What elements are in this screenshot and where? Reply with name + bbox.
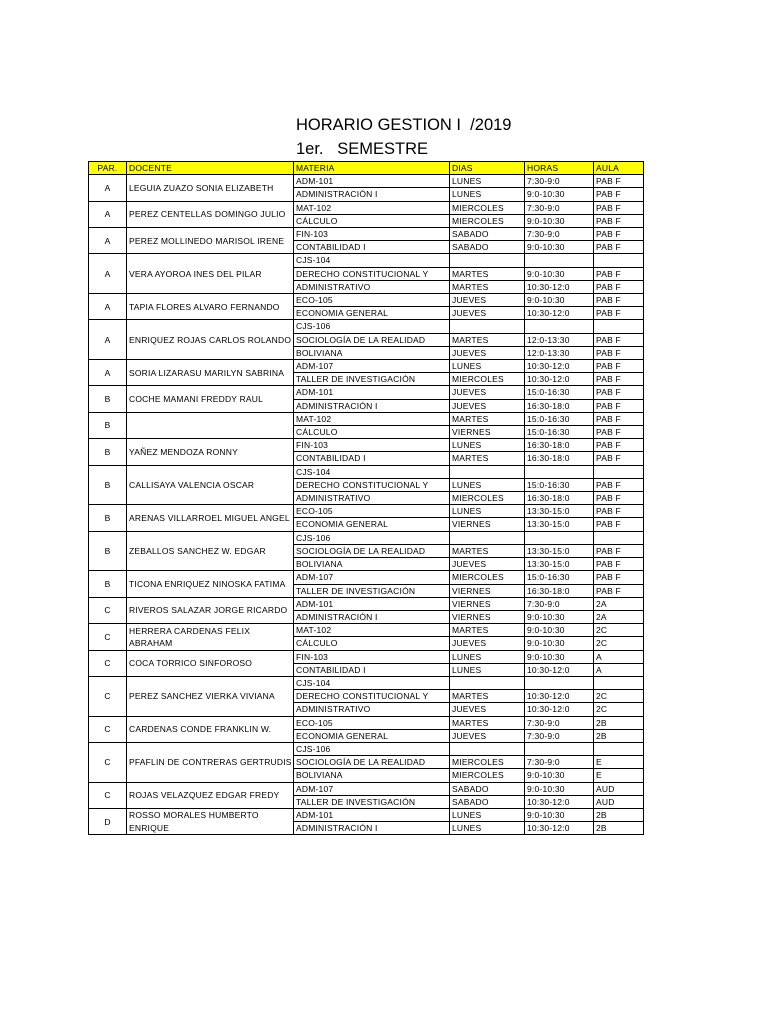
aula-cell: PAB F bbox=[594, 175, 644, 188]
docente-cell: ARENAS VILLARROEL MIGUEL ANGEL bbox=[127, 505, 294, 531]
dias-cell: JUEVES bbox=[450, 307, 525, 320]
horas-cell: 7:30-9:0 bbox=[525, 756, 594, 769]
aula-cell: PAB F bbox=[594, 201, 644, 214]
par-cell: C bbox=[89, 716, 127, 742]
horas-cell bbox=[525, 254, 594, 267]
docente-cell bbox=[127, 412, 294, 438]
dias-cell: LUNES bbox=[450, 188, 525, 201]
horas-cell: 7:30-9:0 bbox=[525, 597, 594, 610]
table-row bbox=[89, 531, 644, 544]
aula-cell: PAB F bbox=[594, 439, 644, 452]
horas-cell: 10:30-12:0 bbox=[525, 360, 594, 373]
table-row bbox=[89, 412, 644, 425]
materia-cell: TALLER DE INVESTIGACIÓN bbox=[294, 584, 450, 597]
dias-cell: JUEVES bbox=[450, 399, 525, 412]
par-cell: D bbox=[89, 808, 127, 834]
horas-cell: 12:0-13:30 bbox=[525, 346, 594, 359]
schedule-body bbox=[89, 175, 644, 835]
dias-cell: MARTES bbox=[450, 716, 525, 729]
table-row bbox=[89, 624, 644, 637]
horas-cell: 15:0-16:30 bbox=[525, 386, 594, 399]
par-cell: B bbox=[89, 412, 127, 438]
docente-cell: SORIA LIZARASU MARILYN SABRINA bbox=[127, 360, 294, 386]
materia-cell: FIN-103 bbox=[294, 439, 450, 452]
aula-cell: 2A bbox=[594, 610, 644, 623]
materia-cell: CJS-104 bbox=[294, 676, 450, 689]
horas-cell: 13:30-15:0 bbox=[525, 558, 594, 571]
materia-cell: ADMINISTRATIVO bbox=[294, 703, 450, 716]
table-row bbox=[89, 360, 644, 373]
horas-cell: 9:0-10:30 bbox=[525, 188, 594, 201]
par-cell: C bbox=[89, 650, 127, 676]
table-row bbox=[89, 571, 644, 584]
materia-cell: ADM-107 bbox=[294, 571, 450, 584]
table-row bbox=[89, 782, 644, 795]
aula-cell: PAB F bbox=[594, 333, 644, 346]
table-row bbox=[89, 742, 644, 755]
materia-cell: DERECHO CONSTITUCIONAL Y bbox=[294, 478, 450, 491]
dias-cell: VIERNES bbox=[450, 584, 525, 597]
dias-cell: MIERCOLES bbox=[450, 373, 525, 386]
aula-cell: 2C bbox=[594, 624, 644, 637]
dias-cell: LUNES bbox=[450, 478, 525, 491]
aula-cell: PAB F bbox=[594, 360, 644, 373]
materia-cell: CÁLCULO bbox=[294, 637, 450, 650]
materia-cell: ECONOMIA GENERAL bbox=[294, 518, 450, 531]
dias-cell bbox=[450, 531, 525, 544]
horas-cell: 9:0-10:30 bbox=[525, 214, 594, 227]
dias-cell: MARTES bbox=[450, 452, 525, 465]
materia-cell: ADM-107 bbox=[294, 782, 450, 795]
horas-cell: 16:30-18:0 bbox=[525, 492, 594, 505]
aula-cell: PAB F bbox=[594, 478, 644, 491]
horas-cell: 16:30-18:0 bbox=[525, 439, 594, 452]
docente-cell: PEREZ CENTELLAS DOMINGO JULIO bbox=[127, 201, 294, 227]
aula-cell: PAB F bbox=[594, 518, 644, 531]
dias-cell: VIERNES bbox=[450, 518, 525, 531]
par-cell: C bbox=[89, 676, 127, 716]
materia-cell: BOLIVIANA bbox=[294, 769, 450, 782]
materia-cell: ADMINISTRACIÓN I bbox=[294, 188, 450, 201]
dias-cell: MIERCOLES bbox=[450, 201, 525, 214]
horas-cell bbox=[525, 320, 594, 333]
header-aula: AULA bbox=[594, 162, 644, 175]
materia-cell: SOCIOLOGÍA DE LA REALIDAD bbox=[294, 756, 450, 769]
dias-cell bbox=[450, 254, 525, 267]
par-cell: B bbox=[89, 571, 127, 597]
table-row bbox=[89, 175, 644, 188]
materia-cell: CÁLCULO bbox=[294, 214, 450, 227]
horas-cell: 7:30-9:0 bbox=[525, 729, 594, 742]
table-row bbox=[89, 228, 644, 241]
table-row bbox=[89, 294, 644, 307]
horas-cell bbox=[525, 676, 594, 689]
dias-cell: JUEVES bbox=[450, 558, 525, 571]
materia-cell: SOCIOLOGÍA DE LA REALIDAD bbox=[294, 333, 450, 346]
dias-cell: SABADO bbox=[450, 782, 525, 795]
materia-cell: ADMINISTRATIVO bbox=[294, 492, 450, 505]
semester-subtitle: 1er. SEMESTRE bbox=[296, 140, 429, 158]
aula-cell bbox=[594, 531, 644, 544]
aula-cell: PAB F bbox=[594, 241, 644, 254]
materia-cell: TALLER DE INVESTIGACIÓN bbox=[294, 795, 450, 808]
materia-cell: CONTABILIDAD I bbox=[294, 663, 450, 676]
horas-cell: 10:30-12:0 bbox=[525, 795, 594, 808]
dias-cell: SABADO bbox=[450, 241, 525, 254]
table-row bbox=[89, 650, 644, 663]
dias-cell: LUNES bbox=[450, 439, 525, 452]
docente-cell: TAPIA FLORES ALVARO FERNANDO bbox=[127, 294, 294, 320]
materia-cell: CJS-106 bbox=[294, 742, 450, 755]
aula-cell bbox=[594, 320, 644, 333]
dias-cell: MIERCOLES bbox=[450, 492, 525, 505]
docente-cell: VERA AYOROA INES DEL PILAR bbox=[127, 254, 294, 294]
dias-cell: VIERNES bbox=[450, 426, 525, 439]
materia-cell: CÁLCULO bbox=[294, 426, 450, 439]
horas-cell: 9:0-10:30 bbox=[525, 294, 594, 307]
horas-cell: 7:30-9:0 bbox=[525, 175, 594, 188]
dias-cell: LUNES bbox=[450, 175, 525, 188]
dias-cell bbox=[450, 676, 525, 689]
par-cell: A bbox=[89, 294, 127, 320]
schedule-table bbox=[88, 161, 644, 835]
par-cell: C bbox=[89, 597, 127, 623]
aula-cell: 2C bbox=[594, 690, 644, 703]
aula-cell: PAB F bbox=[594, 386, 644, 399]
par-cell: A bbox=[89, 175, 127, 201]
dias-cell: VIERNES bbox=[450, 610, 525, 623]
dias-cell: VIERNES bbox=[450, 597, 525, 610]
docente-cell: ROJAS VELAZQUEZ EDGAR FREDY bbox=[127, 782, 294, 808]
aula-cell bbox=[594, 254, 644, 267]
aula-cell: PAB F bbox=[594, 505, 644, 518]
table-row bbox=[89, 439, 644, 452]
horas-cell: 15:0-16:30 bbox=[525, 478, 594, 491]
horas-cell: 10:30-12:0 bbox=[525, 373, 594, 386]
aula-cell: PAB F bbox=[594, 294, 644, 307]
horas-cell: 13:30-15:0 bbox=[525, 505, 594, 518]
horas-cell: 9:0-10:30 bbox=[525, 624, 594, 637]
horas-cell: 15:0-16:30 bbox=[525, 571, 594, 584]
horas-cell: 13:30-15:0 bbox=[525, 518, 594, 531]
dias-cell bbox=[450, 742, 525, 755]
materia-cell: ECONOMIA GENERAL bbox=[294, 307, 450, 320]
horas-cell: 7:30-9:0 bbox=[525, 716, 594, 729]
horas-cell: 9:0-10:30 bbox=[525, 650, 594, 663]
dias-cell: MIERCOLES bbox=[450, 769, 525, 782]
table-row bbox=[89, 254, 644, 267]
aula-cell: E bbox=[594, 769, 644, 782]
docente-cell: COCA TORRICO SINFOROSO bbox=[127, 650, 294, 676]
horas-cell: 10:30-12:0 bbox=[525, 280, 594, 293]
aula-cell: PAB F bbox=[594, 307, 644, 320]
materia-cell: CONTABILIDAD I bbox=[294, 452, 450, 465]
horas-cell: 13:30-15:0 bbox=[525, 544, 594, 557]
table-row bbox=[89, 676, 644, 689]
docente-cell: ROSSO MORALES HUMBERTO ENRIQUE bbox=[127, 808, 294, 834]
horas-cell: 7:30-9:0 bbox=[525, 228, 594, 241]
docente-cell: LEGUIA ZUAZO SONIA ELIZABETH bbox=[127, 175, 294, 201]
aula-cell: PAB F bbox=[594, 544, 644, 557]
par-cell: A bbox=[89, 201, 127, 227]
materia-cell: BOLIVIANA bbox=[294, 346, 450, 359]
materia-cell: DERECHO CONSTITUCIONAL Y bbox=[294, 267, 450, 280]
docente-cell: COCHE MAMANI FREDDY RAUL bbox=[127, 386, 294, 412]
table-row bbox=[89, 465, 644, 478]
materia-cell: ECO-105 bbox=[294, 294, 450, 307]
table-row bbox=[89, 320, 644, 333]
aula-cell: 2B bbox=[594, 822, 644, 835]
materia-cell: MAT-102 bbox=[294, 201, 450, 214]
dias-cell: JUEVES bbox=[450, 637, 525, 650]
horas-cell: 10:30-12:0 bbox=[525, 703, 594, 716]
par-cell: A bbox=[89, 320, 127, 360]
materia-cell: ECO-105 bbox=[294, 505, 450, 518]
docente-cell: TICONA ENRIQUEZ NINOSKA FATIMA bbox=[127, 571, 294, 597]
horas-cell: 10:30-12:0 bbox=[525, 307, 594, 320]
materia-cell: MAT-102 bbox=[294, 412, 450, 425]
materia-cell: CONTABILIDAD I bbox=[294, 241, 450, 254]
materia-cell: ECONOMIA GENERAL bbox=[294, 729, 450, 742]
materia-cell: SOCIOLOGÍA DE LA REALIDAD bbox=[294, 544, 450, 557]
aula-cell: PAB F bbox=[594, 571, 644, 584]
dias-cell: JUEVES bbox=[450, 294, 525, 307]
materia-cell: CJS-106 bbox=[294, 320, 450, 333]
par-cell: B bbox=[89, 439, 127, 465]
horas-cell: 15:0-16:30 bbox=[525, 426, 594, 439]
table-row bbox=[89, 386, 644, 399]
horas-cell: 10:30-12:0 bbox=[525, 822, 594, 835]
par-cell: B bbox=[89, 386, 127, 412]
dias-cell: MARTES bbox=[450, 280, 525, 293]
aula-cell: PAB F bbox=[594, 412, 644, 425]
docente-cell: ZEBALLOS SANCHEZ W. EDGAR bbox=[127, 531, 294, 571]
dias-cell: MARTES bbox=[450, 333, 525, 346]
materia-cell: ADMINISTRACIÓN I bbox=[294, 399, 450, 412]
horas-cell: 16:30-18:0 bbox=[525, 399, 594, 412]
dias-cell: MARTES bbox=[450, 690, 525, 703]
docente-cell: CALLISAYA VALENCIA OSCAR bbox=[127, 465, 294, 505]
materia-cell: CJS-104 bbox=[294, 465, 450, 478]
aula-cell bbox=[594, 742, 644, 755]
horas-cell: 9:0-10:30 bbox=[525, 610, 594, 623]
par-cell: B bbox=[89, 465, 127, 505]
materia-cell: TALLER DE INVESTIGACIÓN bbox=[294, 373, 450, 386]
header-dias: DIAS bbox=[450, 162, 525, 175]
horas-cell: 10:30-12:0 bbox=[525, 690, 594, 703]
horas-cell: 12:0-13:30 bbox=[525, 333, 594, 346]
dias-cell: MARTES bbox=[450, 412, 525, 425]
aula-cell: A bbox=[594, 650, 644, 663]
materia-cell: BOLIVIANA bbox=[294, 558, 450, 571]
aula-cell: AUD bbox=[594, 795, 644, 808]
header-par: PAR. bbox=[89, 162, 127, 175]
dias-cell: LUNES bbox=[450, 650, 525, 663]
dias-cell: MIERCOLES bbox=[450, 756, 525, 769]
dias-cell: LUNES bbox=[450, 822, 525, 835]
table-row bbox=[89, 716, 644, 729]
dias-cell bbox=[450, 320, 525, 333]
aula-cell: 2C bbox=[594, 637, 644, 650]
header-horas: HORAS bbox=[525, 162, 594, 175]
horas-cell: 10:30-12:0 bbox=[525, 663, 594, 676]
table-row bbox=[89, 505, 644, 518]
aula-cell: PAB F bbox=[594, 426, 644, 439]
aula-cell: PAB F bbox=[594, 228, 644, 241]
dias-cell: SABADO bbox=[450, 795, 525, 808]
docente-cell: RIVEROS SALAZAR JORGE RICARDO bbox=[127, 597, 294, 623]
materia-cell: ADMINISTRACIÓN I bbox=[294, 610, 450, 623]
materia-cell: ADMINISTRATIVO bbox=[294, 280, 450, 293]
horas-cell: 9:0-10:30 bbox=[525, 808, 594, 821]
materia-cell: ADM-101 bbox=[294, 175, 450, 188]
materia-cell: DERECHO CONSTITUCIONAL Y bbox=[294, 690, 450, 703]
par-cell: C bbox=[89, 782, 127, 808]
par-cell: C bbox=[89, 742, 127, 782]
par-cell: B bbox=[89, 505, 127, 531]
horas-cell: 15:0-16:30 bbox=[525, 412, 594, 425]
aula-cell: PAB F bbox=[594, 188, 644, 201]
materia-cell: ADMINISTRACIÓN I bbox=[294, 822, 450, 835]
dias-cell: SABADO bbox=[450, 228, 525, 241]
aula-cell: AUD bbox=[594, 782, 644, 795]
horas-cell: 9:0-10:30 bbox=[525, 637, 594, 650]
dias-cell: MIERCOLES bbox=[450, 214, 525, 227]
materia-cell: ADM-101 bbox=[294, 386, 450, 399]
aula-cell: PAB F bbox=[594, 214, 644, 227]
dias-cell: LUNES bbox=[450, 360, 525, 373]
docente-cell: PFAFLIN DE CONTRERAS GERTRUDIS bbox=[127, 742, 294, 782]
aula-cell: PAB F bbox=[594, 492, 644, 505]
aula-cell: 2B bbox=[594, 716, 644, 729]
dias-cell: LUNES bbox=[450, 505, 525, 518]
dias-cell: MIERCOLES bbox=[450, 571, 525, 584]
materia-cell: ADM-107 bbox=[294, 360, 450, 373]
aula-cell: PAB F bbox=[594, 346, 644, 359]
materia-cell: FIN-103 bbox=[294, 650, 450, 663]
horas-cell bbox=[525, 742, 594, 755]
horas-cell: 7:30-9:0 bbox=[525, 201, 594, 214]
aula-cell: 2C bbox=[594, 703, 644, 716]
par-cell: A bbox=[89, 228, 127, 254]
docente-cell: ENRIQUEZ ROJAS CARLOS ROLANDO bbox=[127, 320, 294, 360]
horas-cell: 9:0-10:30 bbox=[525, 241, 594, 254]
materia-cell: CJS-106 bbox=[294, 531, 450, 544]
dias-cell: JUEVES bbox=[450, 703, 525, 716]
aula-cell: PAB F bbox=[594, 373, 644, 386]
materia-cell: ECO-105 bbox=[294, 716, 450, 729]
dias-cell: MARTES bbox=[450, 624, 525, 637]
par-cell: C bbox=[89, 624, 127, 650]
horas-cell bbox=[525, 531, 594, 544]
horas-cell: 16:30-18:0 bbox=[525, 452, 594, 465]
aula-cell: PAB F bbox=[594, 558, 644, 571]
aula-cell: A bbox=[594, 663, 644, 676]
horas-cell: 9:0-10:30 bbox=[525, 267, 594, 280]
par-cell: A bbox=[89, 254, 127, 294]
materia-cell: CJS-104 bbox=[294, 254, 450, 267]
document-title: HORARIO GESTION I /2019 bbox=[296, 116, 512, 134]
materia-cell: FIN-103 bbox=[294, 228, 450, 241]
table-row bbox=[89, 201, 644, 214]
dias-cell: JUEVES bbox=[450, 386, 525, 399]
schedule-header bbox=[89, 162, 644, 175]
aula-cell bbox=[594, 465, 644, 478]
docente-cell: YAÑEZ MENDOZA RONNY bbox=[127, 439, 294, 465]
table-row bbox=[89, 597, 644, 610]
docente-cell: PEREZ MOLLINEDO MARISOL IRENE bbox=[127, 228, 294, 254]
header-docente: DOCENTE bbox=[127, 162, 294, 175]
dias-cell bbox=[450, 465, 525, 478]
materia-cell: ADM-101 bbox=[294, 597, 450, 610]
aula-cell: 2A bbox=[594, 597, 644, 610]
header-row bbox=[89, 162, 644, 175]
dias-cell: MARTES bbox=[450, 267, 525, 280]
dias-cell: JUEVES bbox=[450, 729, 525, 742]
docente-cell: HERRERA CARDENAS FELIX ABRAHAM bbox=[127, 624, 294, 650]
par-cell: A bbox=[89, 360, 127, 386]
docente-cell: CARDENAS CONDE FRANKLIN W. bbox=[127, 716, 294, 742]
aula-cell: 2B bbox=[594, 808, 644, 821]
materia-cell: ADM-101 bbox=[294, 808, 450, 821]
dias-cell: MARTES bbox=[450, 544, 525, 557]
aula-cell: E bbox=[594, 756, 644, 769]
dias-cell: LUNES bbox=[450, 663, 525, 676]
materia-cell: MAT-102 bbox=[294, 624, 450, 637]
aula-cell: PAB F bbox=[594, 452, 644, 465]
aula-cell: PAB F bbox=[594, 584, 644, 597]
aula-cell: PAB F bbox=[594, 280, 644, 293]
table-row bbox=[89, 808, 644, 821]
par-cell: B bbox=[89, 531, 127, 571]
header-materia: MATERIA bbox=[294, 162, 450, 175]
dias-cell: LUNES bbox=[450, 808, 525, 821]
horas-cell: 16:30-18:0 bbox=[525, 584, 594, 597]
horas-cell: 9:0-10:30 bbox=[525, 769, 594, 782]
aula-cell bbox=[594, 676, 644, 689]
dias-cell: JUEVES bbox=[450, 346, 525, 359]
aula-cell: PAB F bbox=[594, 267, 644, 280]
horas-cell: 9:0-10:30 bbox=[525, 782, 594, 795]
horas-cell bbox=[525, 465, 594, 478]
docente-cell: PEREZ SANCHEZ VIERKA VIVIANA bbox=[127, 676, 294, 716]
aula-cell: PAB F bbox=[594, 399, 644, 412]
aula-cell: 2B bbox=[594, 729, 644, 742]
